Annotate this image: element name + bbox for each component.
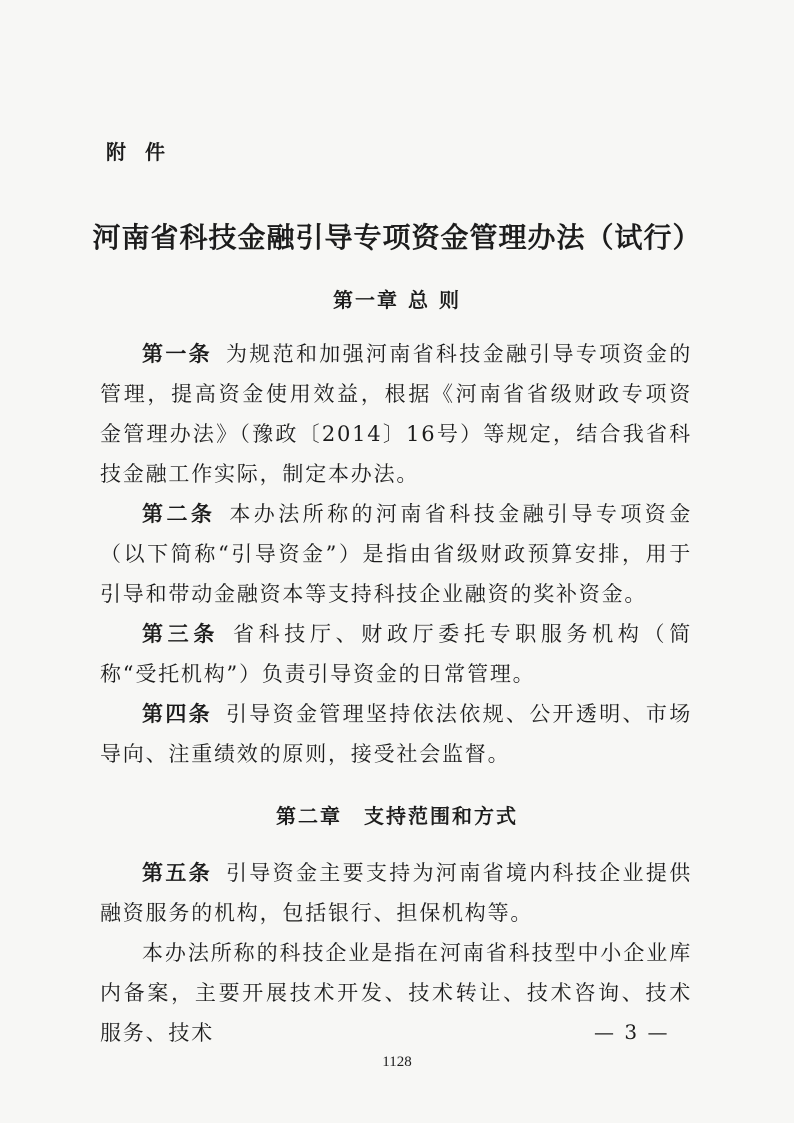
article-text: 引导资金主要支持为河南省境内科技企业提供融资服务的机构，包括银行、担保机构等。: [100, 861, 692, 925]
archive-number: 1128: [382, 1054, 412, 1070]
chapter-heading-2: 第二章 支持范围和方式: [276, 804, 518, 828]
article-text: 本办法所称的河南省科技金融引导专项资金（以下简称“引导资金”）是指由省级财政预算安排，用于引导和带动金融资本等支持科技企业融资的奖补资金。: [100, 502, 693, 606]
article-paragraph: [100, 494, 692, 614]
chapter-heading-1: 第一章 总 则: [333, 288, 461, 312]
article-text: 为规范和加强河南省科技金融引导专项资金的管理，提高资金使用效益，根据《河南省省级财政专项资金管理办法》（豫政〔2014〕16号）等规定，结合我省科技金融工作实际，制定本办法。: [100, 342, 692, 486]
article-number: 第三条: [142, 622, 219, 646]
article-paragraph: [100, 334, 692, 494]
article-text: 引导资金管理坚持依法依规、公开透明、市场导向、注重绩效的原则，接受社会监督。: [100, 702, 692, 766]
document-title: 河南省科技金融引导专项资金管理办法（试行）: [92, 221, 702, 254]
article-paragraph: [100, 694, 692, 774]
article-number: 第五条: [142, 861, 212, 885]
attachment-label: 附 件: [106, 140, 171, 164]
page-number: — 3 —: [594, 1020, 670, 1044]
article-number: 第一条: [142, 342, 212, 366]
article-paragraph: [100, 614, 692, 694]
article-number: 第二条: [142, 502, 216, 526]
article-paragraph: [100, 853, 692, 933]
article-number: 第四条: [142, 702, 212, 726]
paragraph-text: 本办法所称的科技企业是指在河南省科技型中小企业库内备案，主要开展技术开发、技术转让、技术咨询、技术服务、技术: [100, 941, 692, 1045]
article-text: 省科技厅、财政厅委托专职服务机构（简称“受托机构”）负责引导资金的日常管理。: [100, 622, 692, 686]
